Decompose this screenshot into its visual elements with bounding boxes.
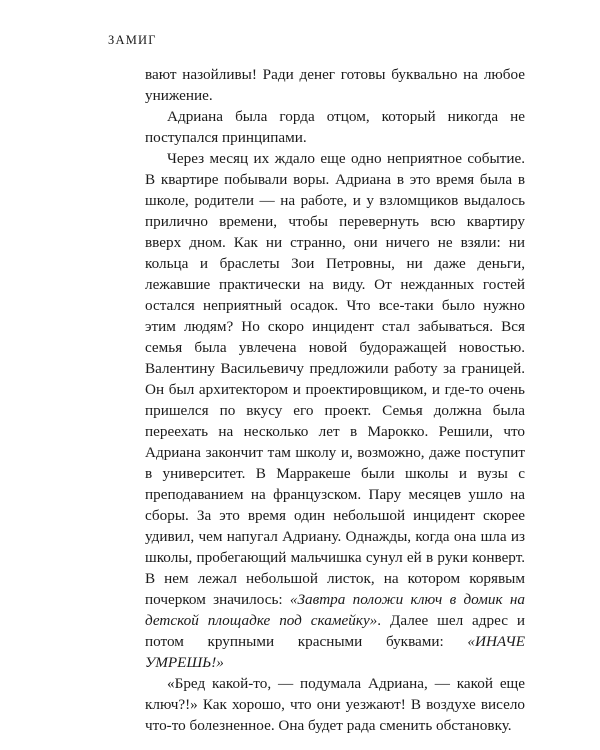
body-text bbox=[145, 64, 525, 736]
paragraph-3-text-b: . Далее шел адрес и потом крупными красными буквами: bbox=[145, 612, 525, 650]
running-title: ЗАМИГ bbox=[108, 33, 157, 47]
paragraph-4: «Бред какой-то, — подумала Адриана, — какой еще ключ?!» Как хорошо, что они уезжают! В воздухе висело что-то болезненное. Она будет рада сменить обстановку. bbox=[145, 675, 525, 734]
note-quote: «Завтра положи ключ в домик на детской площадке под скамейку» bbox=[145, 591, 525, 629]
threat-quote: «ИНАЧЕ УМРЕШЬ!» bbox=[145, 633, 525, 671]
paragraph-continuation: вают назойливы! Ради денег готовы буквально на любое унижение. bbox=[145, 66, 525, 104]
paragraph-2: Адриана была горда отцом, который никогда не поступался принципами. bbox=[145, 108, 525, 146]
paragraph-3 bbox=[145, 148, 525, 673]
paragraph-3-text-a: Через месяц их ждало еще одно неприятное событие. В квартире побывали воры. Адриана в это время была в школе, родители — на работе, и у взломщиков выдалось прилично времени, чтобы перевернуть всю квартиру вверх дном. Как ни странно, они ничего не взяли: ни кольца и браслеты Зои Петровны, ни даже деньги, лежавшие практически на виду. От нежданных гостей остался неприятный осадок. Что все-таки было нужно этим людям? Но скоро инцидент стал забываться. Вся семья была увлечена новой будоражащей новостью. Валентину Васильевичу предложили работу за границей. Он был архитектором и проектировщиком, и где-то очень пришелся по вкусу его проект. Семья должна была переехать на несколько лет в Марокко. Решили, что Адриана закончит там школу и, возможно, даже поступит в университет. В Марракеше были школы и вузы с преподаванием на французском. Пару месяцев ушло на сборы. За это время один небольшой инцидент скорее удивил, чем напугал Адриану. Однажды, когда она шла из школы, пробегающий мальчишка сунул ей в руки конверт. В нем лежал небольшой листок, на котором корявым почерком значилось: bbox=[145, 150, 525, 608]
